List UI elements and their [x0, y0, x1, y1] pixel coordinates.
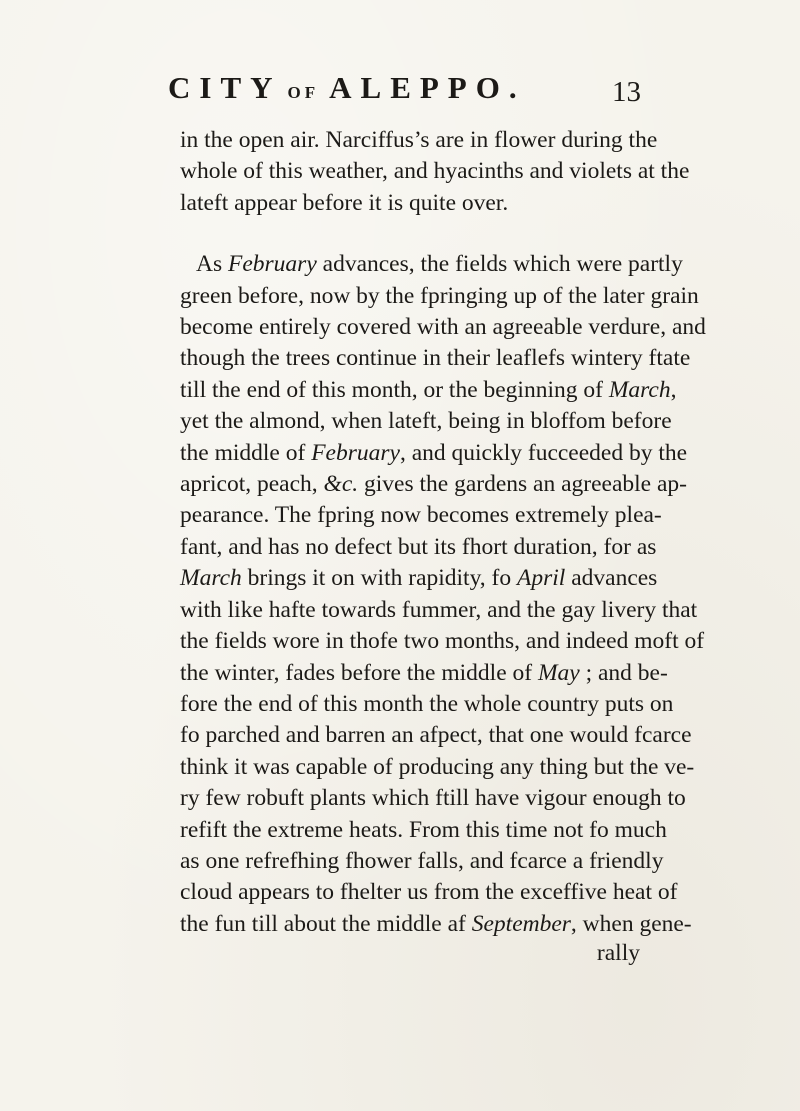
- text-line: fo parched and barren an afpect, that one would fcarce: [180, 722, 692, 749]
- paragraph-gap: [180, 219, 640, 249]
- text-line: ry few robuft plants which ftill have vigour enough to: [180, 785, 686, 812]
- text-line: As February advances, the fields which were partly: [196, 251, 683, 278]
- text-line: become entirely covered with an agreeable verdure, and: [180, 314, 706, 341]
- page-number: 13: [612, 76, 641, 108]
- italic-word: September: [471, 910, 571, 937]
- text-line: apricot, peach, &c. gives the gardens an agreeable ap-: [180, 471, 687, 498]
- text-line: fant, and has no defect but its fhort duration, for as: [180, 533, 657, 560]
- page-header: [0, 0, 800, 130]
- text-line: think it was capable of producing any thing but the ve-: [180, 753, 695, 780]
- text-line: whole of this weather, and hyacinths and violets at the: [180, 158, 690, 185]
- text-line: the winter, fades before the middle of May ; and be-: [180, 659, 668, 686]
- text-line: as one refrefhing fhower falls, and fcarce a friendly: [180, 847, 664, 874]
- body-text: [180, 125, 706, 970]
- text-line: though the trees continue in their leaflefs wintery ftate: [180, 345, 691, 372]
- text-line: green before, now by the fpringing up of the later grain: [180, 282, 699, 309]
- italic-word: February: [228, 251, 317, 278]
- text-line: the middle of February, and quickly fucceeded by the: [180, 439, 688, 466]
- running-title-aleppo: ALEPPO.: [329, 70, 526, 105]
- running-title-of: OF: [287, 83, 320, 102]
- text-line: March brings it on with rapidity, fo April advances: [180, 565, 658, 592]
- text-line: in the open air. Narciffus’s are in flower during the: [180, 127, 658, 153]
- italic-word: May: [537, 659, 580, 686]
- text-line: fore the end of this month the whole country puts on: [180, 690, 674, 717]
- italic-word: April: [517, 565, 566, 592]
- italic-word: &c.: [323, 471, 359, 498]
- italic-word: March: [180, 565, 242, 592]
- text-line: with like hafte towards fummer, and the gay livery that: [180, 596, 698, 623]
- text-line: pearance. The fpring now becomes extremely plea-: [180, 502, 662, 529]
- text-line: the fields wore in thofe two months, and indeed moft of: [180, 628, 705, 655]
- text-line: yet the almond, when lateft, being in bloffom before: [180, 408, 672, 435]
- italic-word: March: [608, 376, 671, 403]
- catchword: rally: [596, 940, 640, 967]
- italic-word: February: [311, 439, 400, 466]
- running-title: [168, 70, 598, 106]
- text-line: the fun till about the middle af September, when gene-: [180, 910, 692, 937]
- running-title-city: CITY: [168, 70, 282, 105]
- text-line: refift the extreme heats. From this time not fo much: [180, 816, 667, 843]
- text-line: till the end of this month, or the beginning of March,: [180, 376, 677, 403]
- text-line: cloud appears to fhelter us from the exceffive heat of: [180, 879, 678, 906]
- text-line: lateft appear before it is quite over.: [180, 189, 509, 216]
